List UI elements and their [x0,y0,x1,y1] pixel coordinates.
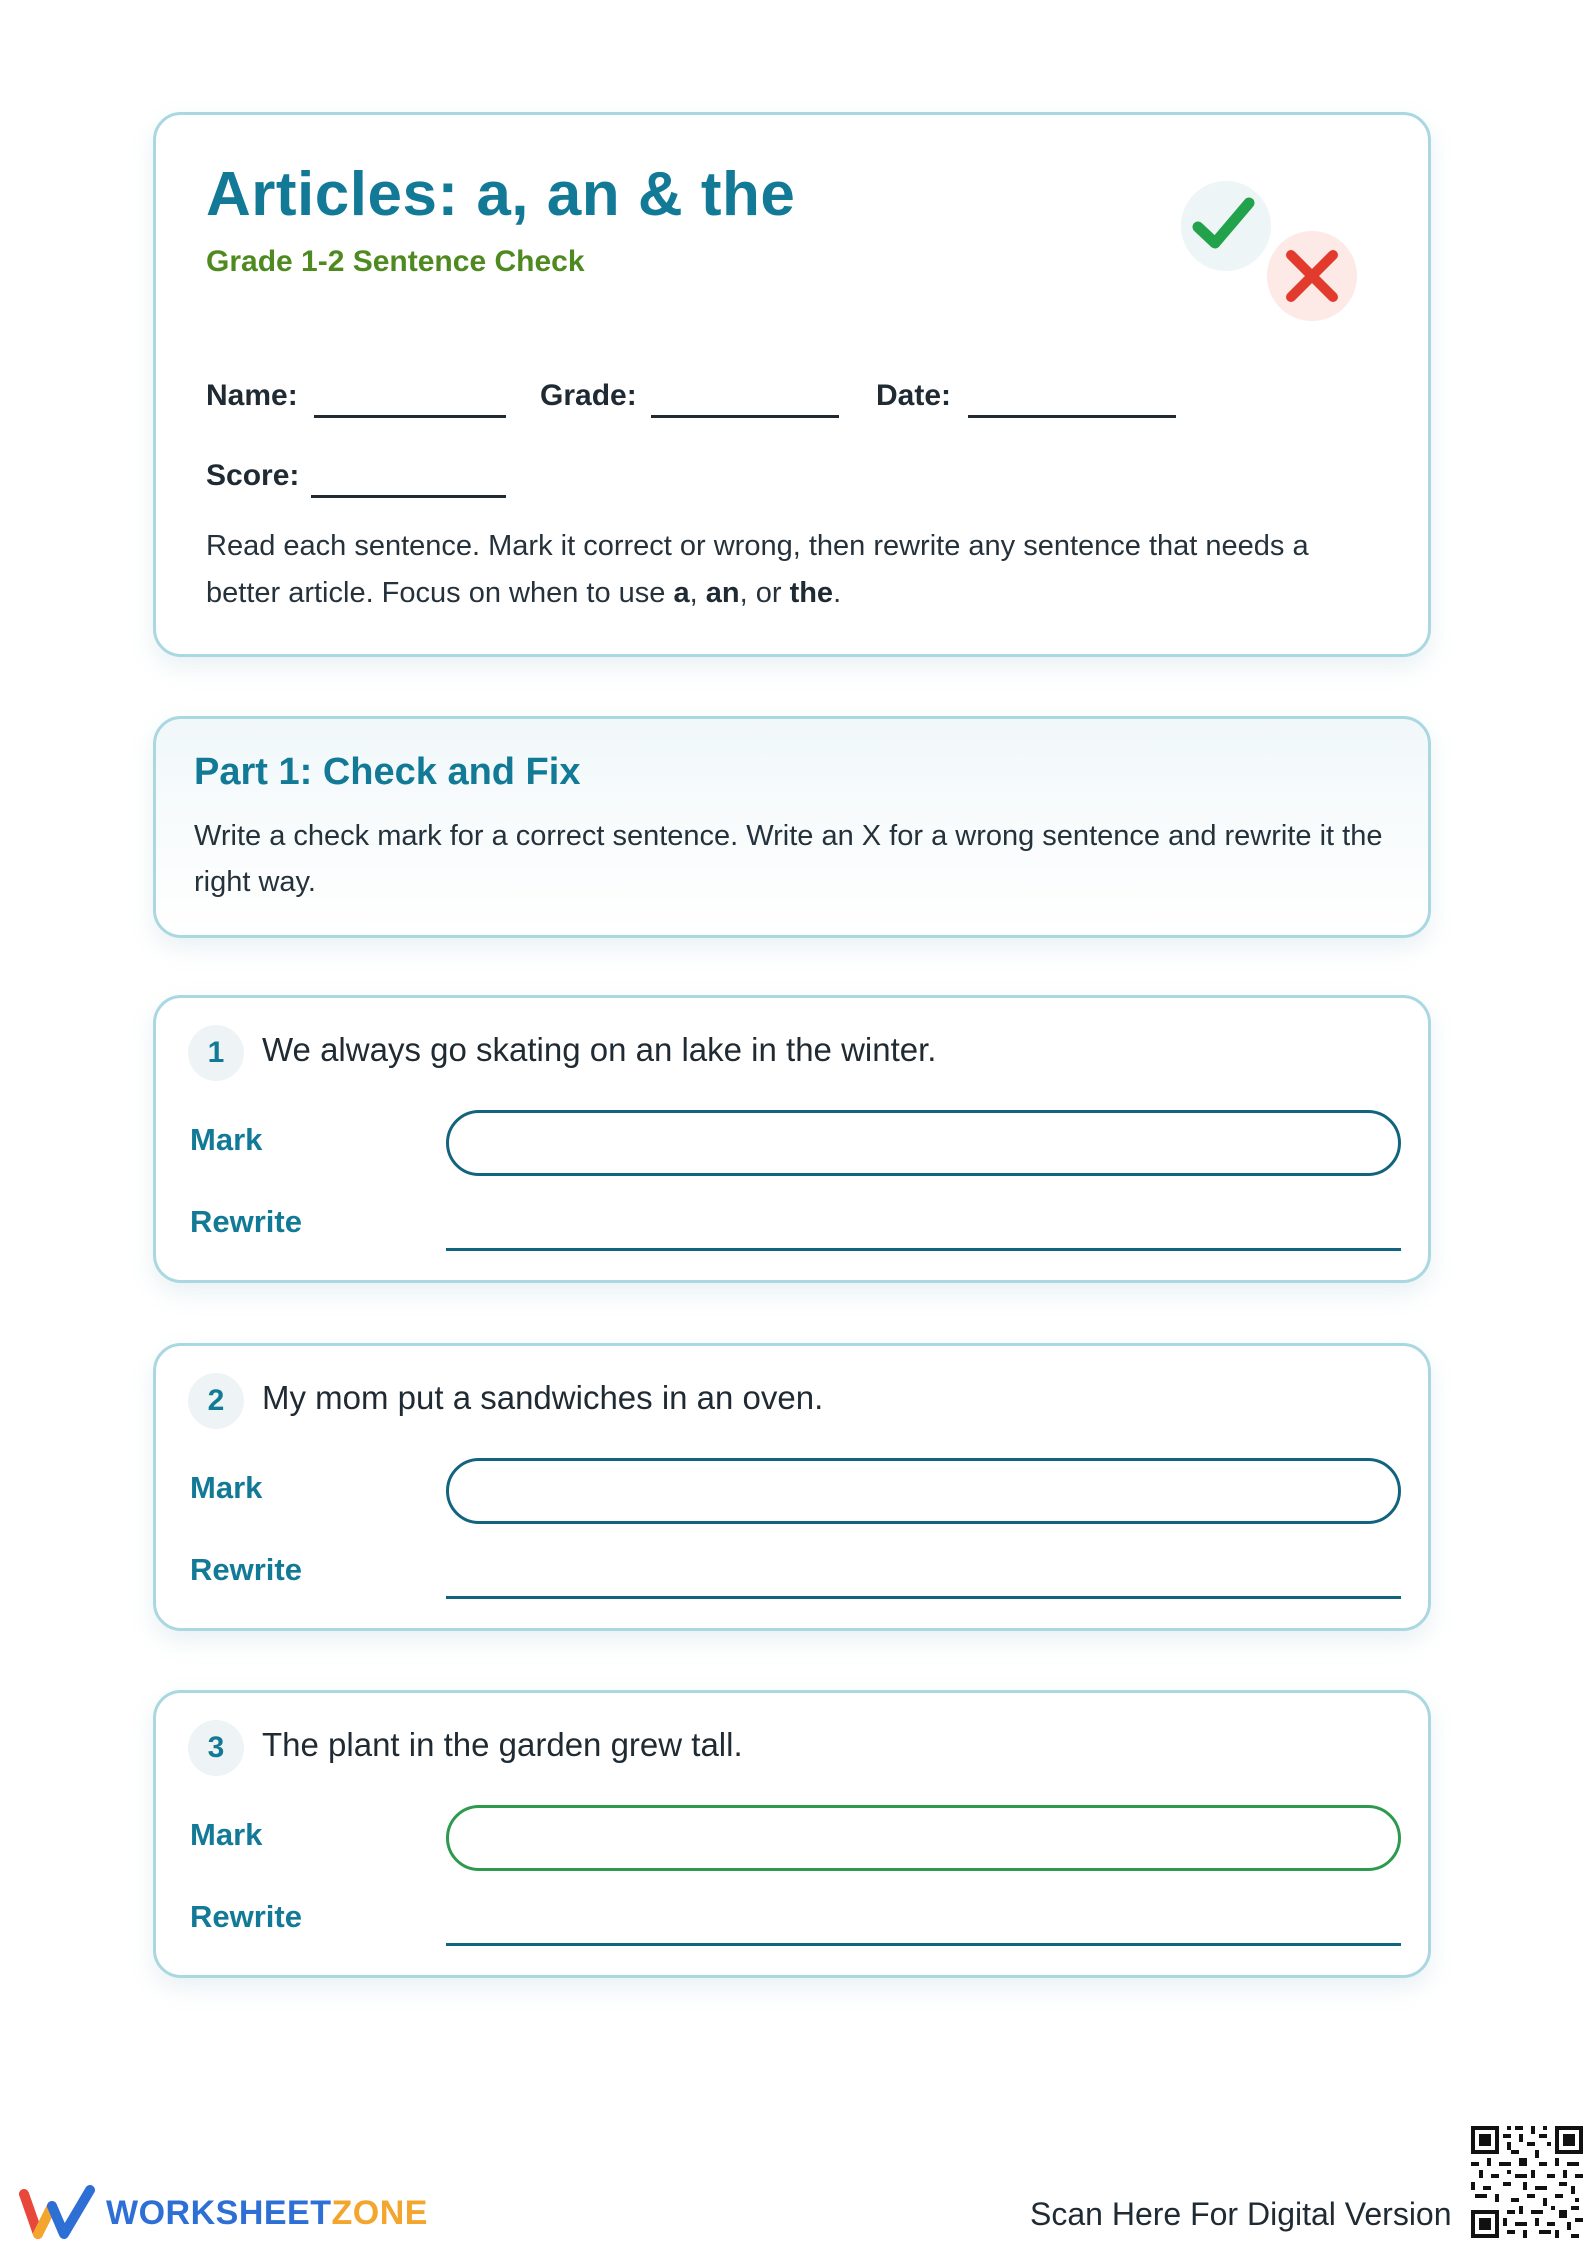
grade-input-line[interactable] [651,415,839,418]
worksheet-subtitle: Grade 1-2 Sentence Check [206,245,585,278]
question-sentence: We always go skating on an lake in the winter. [262,1031,937,1068]
rewrite-answer-line[interactable] [446,1943,1401,1946]
date-label: Date: [876,379,952,412]
question-card [153,995,1431,1283]
rewrite-label: Rewrite [190,1899,302,1934]
rewrite-label: Rewrite [190,1204,302,1239]
date-input-line[interactable] [968,415,1176,418]
mark-answer-box[interactable] [446,1458,1401,1524]
mark-answer-box[interactable] [446,1110,1401,1176]
name-input-line[interactable] [314,415,506,418]
rewrite-answer-line[interactable] [446,1248,1401,1251]
instructions-text: Read each sentence. Mark it correct or wrong, then rewrite any sentence that needs a better article. Focus on when to use a, an, or the. [206,530,1309,609]
part-1-card [153,716,1431,938]
worksheetzone-logo-icon [18,2184,98,2240]
mark-label: Mark [190,1122,263,1157]
grade-label: Grade: [540,379,637,412]
part-1-title: Part 1: Check and Fix [194,751,581,793]
article-a: a [673,577,690,609]
scan-instruction: Scan Here For Digital Version [1030,2196,1452,2232]
mark-label: Mark [190,1817,263,1852]
question-card [153,1690,1431,1978]
question-sentence: The plant in the garden grew tall. [262,1726,743,1763]
score-label: Score: [206,459,300,492]
mark-answer-box[interactable] [446,1805,1401,1871]
part-1-description: Write a check mark for a correct sentence. Write an X for a wrong sentence and rewrite it the right way. [194,820,1383,898]
qr-code-icon[interactable] [1471,2126,1583,2238]
mark-label: Mark [190,1470,263,1505]
name-label: Name: [206,379,298,412]
score-input-line[interactable] [311,495,506,498]
rewrite-label: Rewrite [190,1552,302,1587]
question-number-badge: 1 [188,1025,244,1081]
check-mark-icon [1181,181,1271,271]
worksheet-title: Articles: a, an & the [206,160,796,229]
article-an: an [705,577,740,609]
x-mark-icon [1267,231,1357,321]
question-sentence: My mom put a sandwiches in an oven. [262,1379,824,1416]
question-number-badge: 3 [188,1720,244,1776]
question-number-badge: 2 [188,1373,244,1429]
question-card [153,1343,1431,1631]
rewrite-answer-line[interactable] [446,1596,1401,1599]
brand-name: WORKSHEETZONE [106,2194,428,2232]
header-card [153,112,1431,657]
article-the: the [789,577,834,609]
